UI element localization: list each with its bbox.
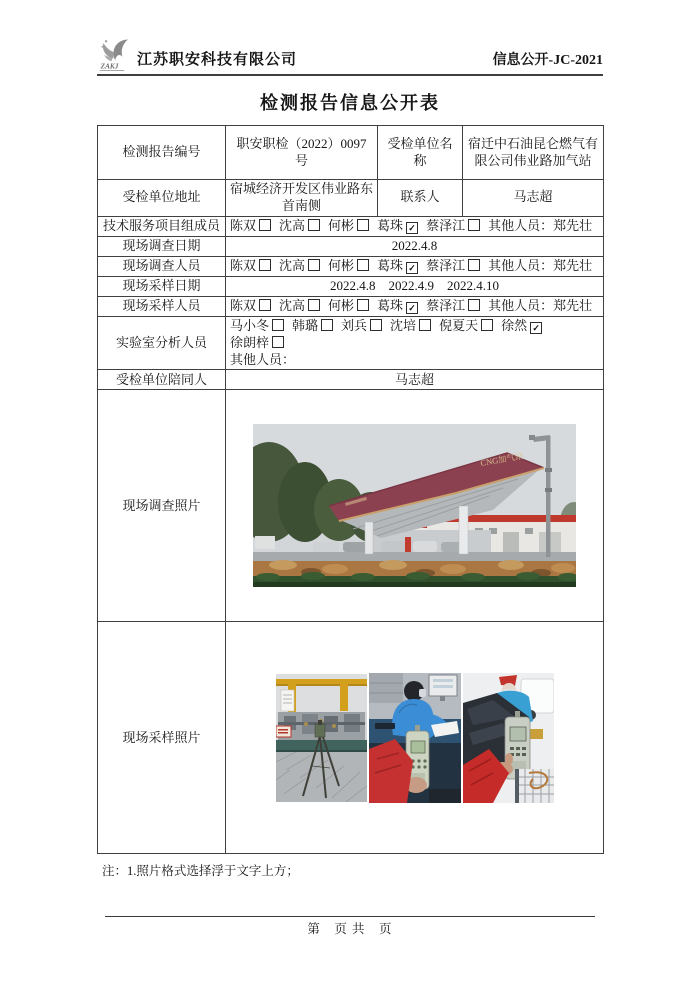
member-name: 葛珠 (377, 297, 404, 313)
document-code: 信息公开-JC-2021 (492, 53, 603, 68)
member-option (377, 298, 418, 313)
member-name: 刘兵 (341, 317, 368, 333)
sampling-photo-cell (226, 622, 604, 854)
checkbox-unchecked (357, 299, 369, 311)
checkbox-unchecked (357, 259, 369, 271)
checkbox-unchecked (481, 319, 493, 331)
survey-date-label: 现场调查日期 (98, 236, 226, 256)
member-name: 徐然 (501, 317, 528, 333)
accompany-value: 马志超 (226, 370, 604, 390)
checkbox-unchecked (308, 259, 320, 271)
member-option (328, 258, 369, 273)
sampling-staff-other: 其他人员：郑先壮 (488, 297, 593, 313)
member-name: 沈高 (279, 297, 306, 313)
sampling-date-value: 2022.4.8 2022.4.9 2022.4.10 (226, 276, 604, 296)
member-name: 徐朗梓 (230, 334, 270, 350)
row-address (98, 180, 604, 217)
member-name: 何彬 (328, 297, 355, 313)
checkbox-checked: ✓ (406, 302, 418, 314)
checkbox-unchecked (272, 336, 284, 348)
member-option (279, 218, 320, 233)
row-sampling-staff (98, 296, 604, 316)
member-name: 蔡泽江 (426, 217, 466, 233)
member-name: 蔡泽江 (426, 257, 466, 273)
unit-name-label: 受检单位名称 (378, 126, 463, 180)
company-name: 江苏职安科技有限公司 (137, 52, 298, 68)
lab-other: 其他人员： (230, 351, 296, 367)
checkbox-unchecked (419, 319, 431, 331)
survey-staff-other: 其他人员：郑先壮 (488, 257, 593, 273)
survey-staff-label: 现场调查人员 (98, 256, 226, 276)
sampling-photo-label: 现场采样照片 (98, 622, 226, 854)
shrubs (253, 560, 576, 587)
header-brand (97, 36, 297, 72)
checkbox-unchecked (259, 299, 271, 311)
member-option (279, 298, 320, 313)
member-name: 葛珠 (377, 257, 404, 273)
member-option (377, 218, 418, 233)
row-survey-photo (98, 390, 604, 622)
footnote: 注：1.照片格式选择浮于文字上方； (102, 864, 299, 879)
member-option (426, 218, 480, 233)
member-option (230, 318, 284, 333)
member-name: 沈培 (390, 317, 417, 333)
member-option (341, 318, 382, 333)
checkbox-unchecked (272, 319, 284, 331)
checkbox-checked: ✓ (406, 262, 418, 274)
checkbox-unchecked (357, 219, 369, 231)
member-name: 韩璐 (292, 317, 319, 333)
member-option (426, 258, 480, 273)
member-option (279, 258, 320, 273)
team-members-cell (226, 216, 604, 236)
grid-floor (519, 769, 554, 803)
member-name: 马小冬 (230, 317, 270, 333)
member-name: 陈双 (230, 257, 257, 273)
checkbox-unchecked (308, 299, 320, 311)
sampling-staff-cell (226, 296, 604, 316)
row-survey-staff (98, 256, 604, 276)
survey-photo-label: 现场调查照片 (98, 390, 226, 622)
member-option (230, 258, 271, 273)
member-option (426, 298, 480, 313)
member-name: 何彬 (328, 257, 355, 273)
checkbox-unchecked (259, 219, 271, 231)
sampling-photo-strip (230, 673, 599, 803)
member-option (501, 318, 542, 333)
sampling-staff-label: 现场采样人员 (98, 296, 226, 316)
checkbox-unchecked (308, 219, 320, 231)
contact-value: 马志超 (463, 180, 604, 217)
row-team (98, 216, 604, 236)
member-name: 沈高 (279, 257, 306, 273)
footer-rule (105, 916, 595, 917)
checkbox-unchecked (468, 219, 480, 231)
tripod-equipment-photo (276, 674, 367, 802)
member-name: 倪夏天 (439, 317, 479, 333)
company-logo-icon (97, 36, 137, 72)
row-sampling-photo (98, 622, 604, 854)
row-lab-staff (98, 316, 604, 370)
logo-text: ZAKJ (100, 62, 119, 71)
checkbox-checked: ✓ (530, 322, 542, 334)
member-option (292, 318, 333, 333)
row-report-no (98, 126, 604, 180)
member-name: 何彬 (328, 217, 355, 233)
survey-date-value: 2022.4.8 (226, 236, 604, 256)
address-value: 宿城经济开发区伟业路东首南侧 (226, 180, 378, 217)
row-accompany (98, 370, 604, 390)
member-option (439, 318, 493, 333)
checkbox-unchecked (468, 299, 480, 311)
report-no-label: 检测报告编号 (98, 126, 226, 180)
canopy-sign-text: CNG加气站 (479, 451, 525, 469)
member-option (230, 298, 271, 313)
checkbox-unchecked (468, 259, 480, 271)
tripod-device (315, 724, 325, 737)
member-name: 蔡泽江 (426, 297, 466, 313)
contact-label: 联系人 (378, 180, 463, 217)
survey-photo-cell (226, 390, 604, 622)
lab-staff-label: 实验室分析人员 (98, 316, 226, 370)
member-option (390, 318, 431, 333)
member-name: 陈双 (230, 297, 257, 313)
checkbox-checked: ✓ (406, 222, 418, 234)
lab-members-line (230, 318, 599, 352)
accompany-label: 受检单位陪同人 (98, 370, 226, 390)
address-label: 受检单位地址 (98, 180, 226, 217)
member-option (230, 218, 271, 233)
row-sampling-date (98, 276, 604, 296)
indoor-measurement-photo (369, 673, 461, 803)
outdoor-measurement-photo (463, 673, 554, 803)
sampling-date-label: 现场采样日期 (98, 276, 226, 296)
member-name: 陈双 (230, 217, 257, 233)
member-option (328, 298, 369, 313)
lab-staff-cell (226, 316, 604, 370)
team-label: 技术服务项目组成员 (98, 216, 226, 236)
member-option (377, 258, 418, 273)
document-sheet (97, 26, 603, 879)
member-option (230, 335, 284, 350)
posted-notice (281, 690, 294, 711)
unit-name-value: 宿迁中石油昆仑燃气有限公司伟业路加气站 (463, 126, 604, 180)
member-option (328, 218, 369, 233)
disclosure-table (97, 125, 604, 854)
report-no-value: 职安职检（2022）0097 号 (226, 126, 378, 180)
member-name: 葛珠 (377, 217, 404, 233)
team-other: 其他人员：郑先壮 (488, 217, 593, 233)
checkbox-unchecked (259, 259, 271, 271)
page-header (97, 26, 603, 76)
warning-sign (276, 726, 291, 737)
row-survey-date (98, 236, 604, 256)
member-name: 沈高 (279, 217, 306, 233)
checkbox-unchecked (321, 319, 333, 331)
page-number: 第 页 共 页 (307, 922, 393, 936)
checkbox-unchecked (370, 319, 382, 331)
page-title: 检测报告信息公开表 (260, 93, 440, 113)
gas-station-photo (253, 424, 576, 587)
survey-staff-cell (226, 256, 604, 276)
